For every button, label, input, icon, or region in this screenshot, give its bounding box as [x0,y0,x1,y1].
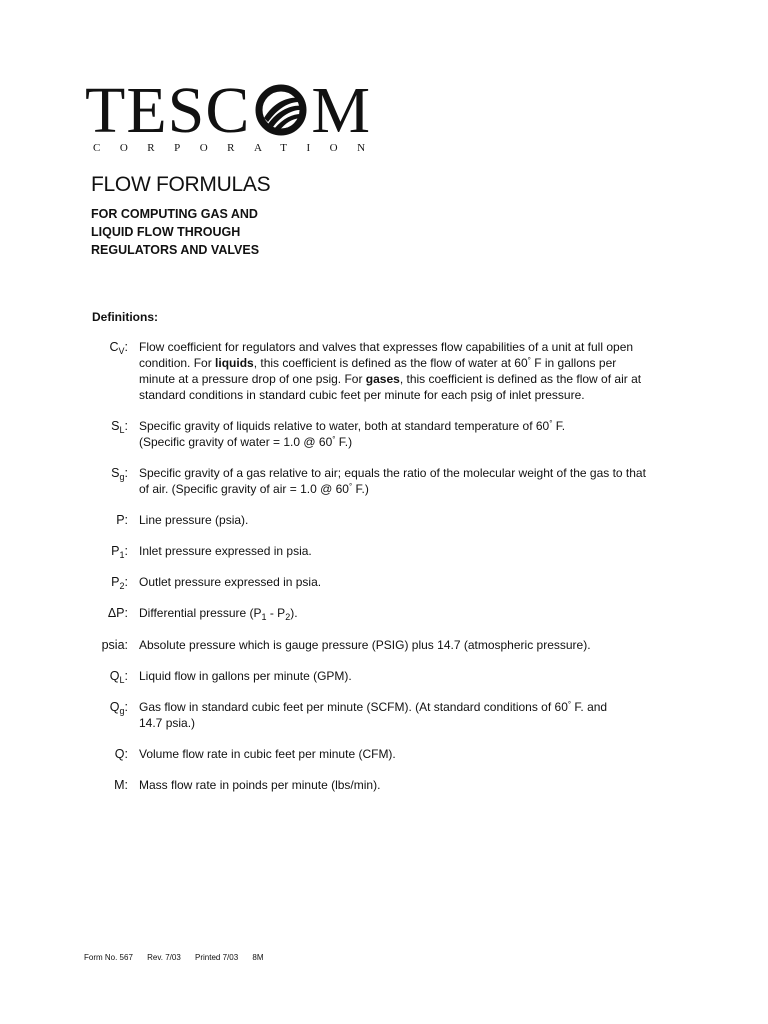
definitions-heading: Definitions: [92,310,158,324]
definition-text: Line pressure (psia). [139,513,249,527]
definition-text: Volume flow rate in cubic feet per minute (CFM). [139,747,396,761]
definition-text: Mass flow rate in poinds per minute (lbs/min). [139,778,381,792]
definition-term: $S_L$: [111,419,128,435]
definition-text: Specific gravity of a gas relative to air; equals the ratio of the molecular weight of the gas to that of air. (Specific gravity of air = 1.0 @ 60° F.) [139,466,646,496]
definition-term: psia: [101,638,128,652]
definition-text: Specific gravity of liquids relative to water, both at standard temperature of 60° F. (Specific gravity of water = 1.0 @ 60° F.) [139,419,566,449]
definition-term: Q: [114,747,128,761]
definition-term: $P_2$: [111,575,128,591]
definition-term: ΔP: [107,606,128,620]
definition-text: Liquid flow in gallons per minute (GPM). [139,669,352,683]
logo-corporation-text: CORPORATION [93,142,385,154]
definition-text: Outlet pressure expressed in psia. [139,575,322,589]
definition-term: $P_1$: [111,544,128,560]
subtitle-line: FOR COMPUTING GAS AND [91,207,258,221]
definition-text: Gas flow in standard cubic feet per minute (SCFM). (At standard conditions of 60° F. and 14.7 psia.) [139,700,608,730]
definition-term: $Q_L$: [109,669,128,685]
revision: Rev. 7/03 [147,953,181,962]
print-quantity: 8M [252,953,264,962]
logo-wordmark [85,74,372,147]
logo-text-right: M [311,74,372,147]
definition-term: $C_V$: [109,340,128,356]
subtitle-line: LIQUID FLOW THROUGH [91,225,241,239]
definition-text: Flow coefficient for regulators and valves that expresses flow capabilities of a unit at full open condition. For liquids, this coefficient is defined as the flow of water at 60° F in gallons per minute at a pressure drop of one psig. For gases, this coefficient is defined as the flow of air at standard conditions in standard cubic feet per minute for each psig of inlet pressure. [139,340,642,402]
company-logo [85,74,385,158]
page-subtitle [91,205,259,259]
definition-text: Differential pressure $(P_1 - P_2)$. [139,606,298,622]
printed-date: Printed 7/03 [195,953,239,962]
definition-text: Absolute pressure which is gauge pressure (PSIG) plus 14.7 (atmospheric pressure). [139,638,591,652]
page-title: FLOW FORMULAS [91,173,271,196]
definition-term: M: [114,778,128,792]
definition-term: P: [116,513,128,527]
definition-term: $S_g$: [111,466,128,482]
definition-term: $Q_g$: [109,700,128,716]
logo-text-left: TESC [85,74,251,147]
form-number: Form No. 567 [84,953,133,962]
definition-text: Inlet pressure expressed in psia. [139,544,312,558]
subtitle-line: REGULATORS AND VALVES [91,243,260,257]
form-footer [84,953,276,962]
logo-swirl-icon [252,82,310,134]
